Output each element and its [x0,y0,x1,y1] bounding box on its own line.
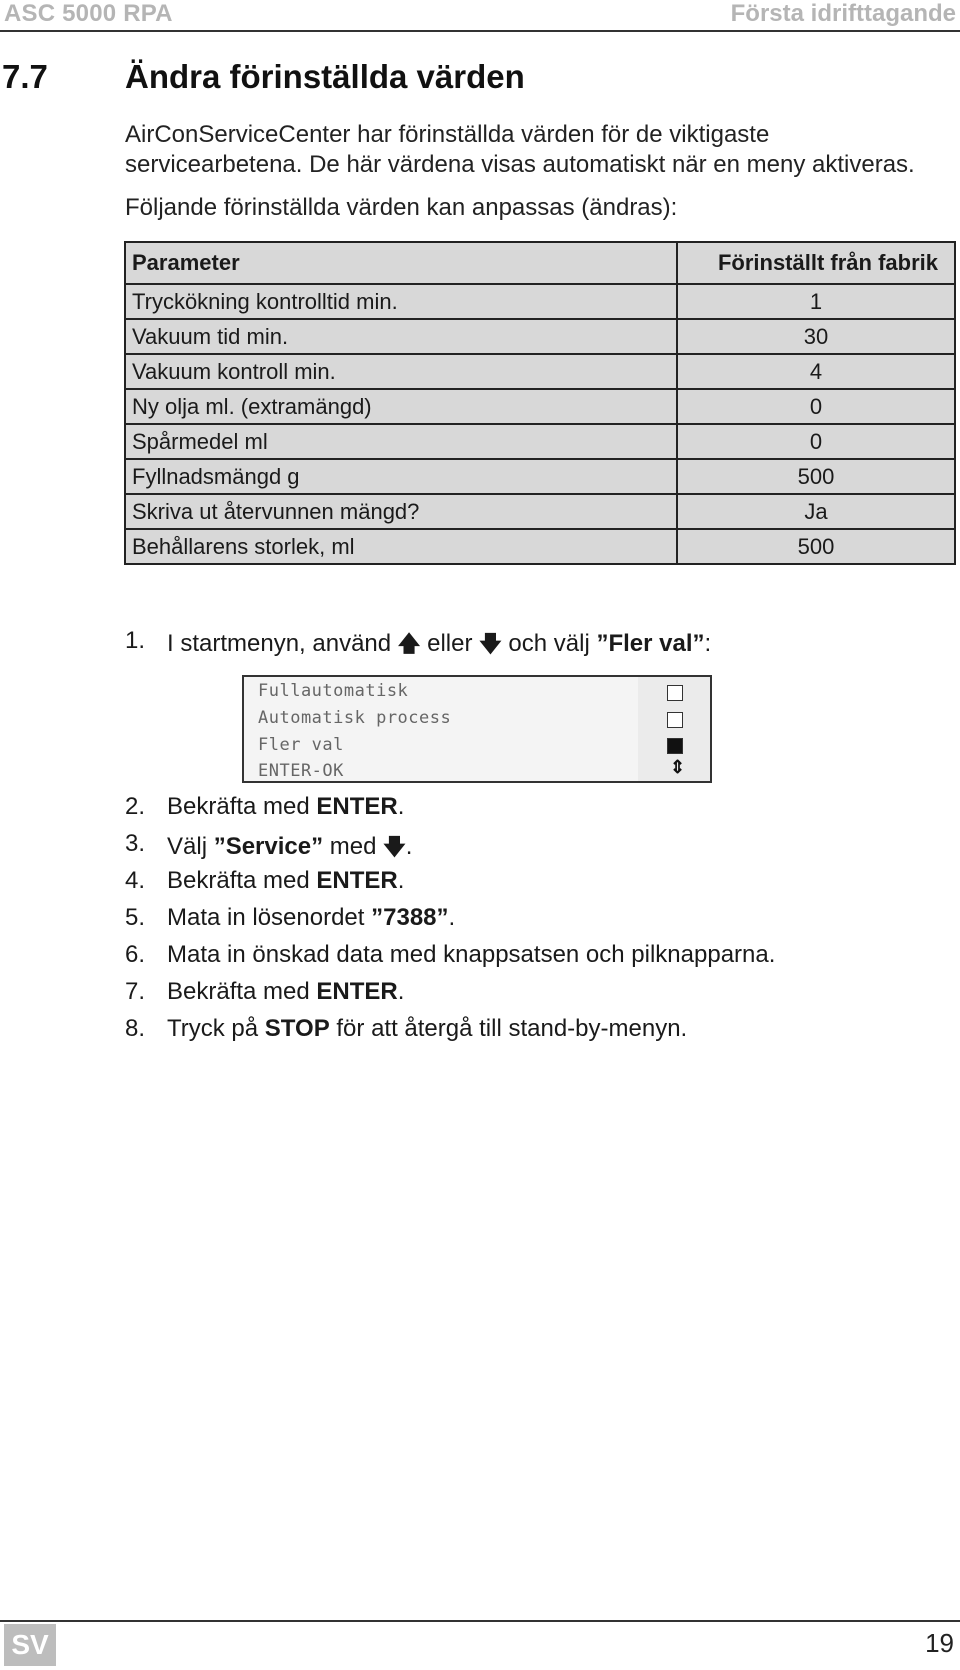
step-text-part: Mata in lösenordet [167,904,372,931]
lcd-menu-item: Fler val [258,735,344,755]
step-number: 4. [125,867,146,894]
table-row [125,529,955,564]
checkbox-empty-icon [667,685,683,701]
lcd-display [242,675,712,783]
step-text-part: Bekräfta med [167,793,317,820]
step-number: 8. [125,1015,146,1042]
step-text-part: Välj [167,833,214,860]
step-text-part: eller [420,630,480,657]
password-value: ”7388” [371,904,449,931]
page-header [0,0,960,32]
manual-title: ASC 5000 RPA [4,0,173,27]
arrow-down-icon: 🡇 [383,834,406,859]
table-row [125,319,955,354]
table-row [125,284,955,319]
table-row [125,459,955,494]
table-row [125,494,955,529]
step-text [167,978,404,1006]
parameter-name: Tryckökning kontrolltid min. [125,284,677,319]
step-number: 6. [125,941,146,968]
step-text [167,904,455,932]
step-text-part: . [397,867,405,894]
lcd-menu-item: Automatisk process [258,708,452,728]
step-text [167,941,775,969]
key-label: ENTER [316,978,398,1005]
preset-values-table [124,241,956,565]
parameter-value: 500 [677,459,955,494]
parameter-value: 0 [677,424,955,459]
section-title: Ändra förinställda värden [125,58,525,95]
parameter-value: 500 [677,529,955,564]
table-row [125,389,955,424]
step-text-part: Tryck på [167,1015,265,1042]
step-text-part: för att återgå till stand-by-menyn. [329,1015,688,1042]
step-menu-option: ”Fler val” [596,630,705,657]
parameter-value: 0 [677,389,955,424]
lcd-menu-item: ENTER-OK [258,761,344,781]
step-text [167,793,404,821]
intro-paragraph: AirConServiceCenter har förinställda värden för de viktigaste servicearbetena. De här värdena visas automatiskt när en meny aktiveras. [125,121,915,178]
arrow-down-icon: 🡇 [479,631,502,656]
checkbox-filled-icon [667,738,683,754]
key-label: ENTER [316,867,398,894]
parameter-name: Fyllnadsmängd g [125,459,677,494]
key-label: ENTER [316,793,398,820]
page-number: 19 [925,1628,954,1658]
section-number: 7.7 [2,58,48,95]
parameter-name: Ny olja ml. (extramängd) [125,389,677,424]
parameter-name: Behållarens storlek, ml [125,529,677,564]
step-text [167,627,711,665]
step-number: 7. [125,978,146,1005]
lead-sentence: Följande förinställda värden kan anpassas (ändras): [125,194,678,221]
parameter-name: Spårmedel ml [125,424,677,459]
table-row [125,424,955,459]
parameter-value: 4 [677,354,955,389]
step-text-part: Mata in önskad data med knappsatsen och pilknapparna. [167,941,776,968]
column-header-parameter: Parameter [125,242,677,284]
step-text-part: Bekräfta med [167,978,317,1005]
parameter-value: 30 [677,319,955,354]
step-text-part: Bekräfta med [167,867,317,894]
step-number: 3. [125,830,146,857]
step-text [167,867,404,895]
step-menu-option: ”Service” [213,833,324,860]
step-text-part: . [397,793,405,820]
parameter-name: Skriva ut återvunnen mängd? [125,494,677,529]
up-down-arrow-icon: ⇕ [670,757,686,777]
step-number: 1. [125,627,146,654]
lcd-selection-column [638,677,710,781]
column-header-factory-default: Förinställt från fabrik [677,242,955,284]
step-text-part: med [323,833,384,860]
table-header-row [125,242,955,284]
step-text-part: : [704,630,712,657]
step-number: 2. [125,793,146,820]
step-text-part: . [397,978,405,1005]
parameter-value: Ja [677,494,955,529]
step-text-part: . [405,833,413,860]
step-text [167,830,412,868]
chapter-title: Första idrifttagande [730,0,956,27]
checkbox-empty-icon [667,712,683,728]
footer-divider [0,1620,960,1622]
parameter-value: 1 [677,284,955,319]
table-row [125,354,955,389]
step-text [167,1015,687,1043]
step-text-part: . [448,904,456,931]
parameter-name: Vakuum kontroll min. [125,354,677,389]
key-label: STOP [264,1015,330,1042]
step-text-part: I startmenyn, använd [167,630,398,657]
step-number: 5. [125,904,146,931]
language-badge: SV [4,1624,56,1666]
arrow-up-icon: 🡅 [397,631,421,656]
step-text-part: och välj [501,630,597,657]
lcd-menu-item: Fullautomatisk [258,681,409,701]
parameter-name: Vakuum tid min. [125,319,677,354]
